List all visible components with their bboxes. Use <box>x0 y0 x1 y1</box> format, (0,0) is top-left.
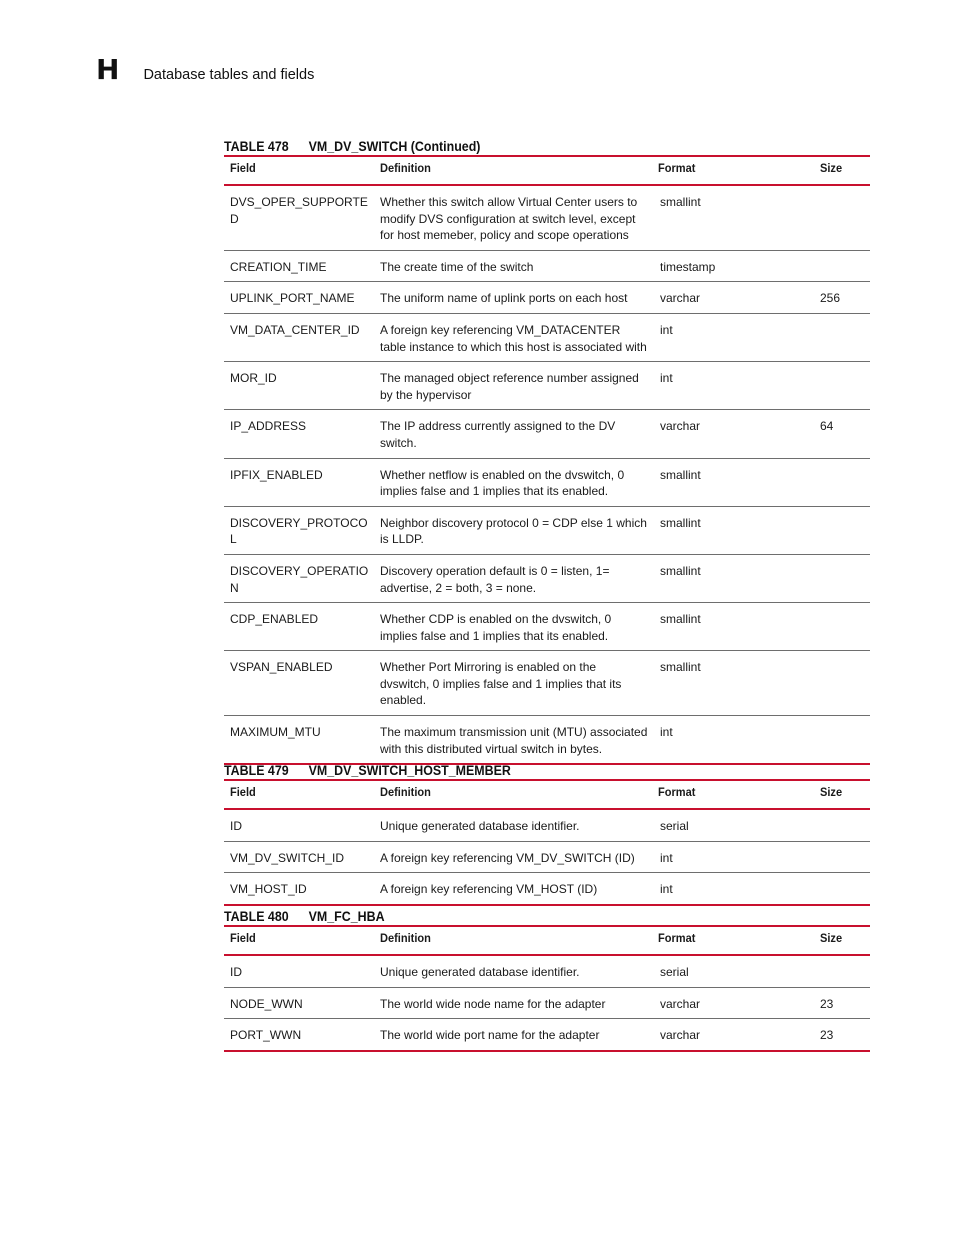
data-table <box>224 779 870 906</box>
definition-cell: The world wide port name for the adapter <box>380 1028 600 1043</box>
table-number: TABLE 480 <box>224 909 289 924</box>
table-row <box>224 282 870 314</box>
size-cell <box>814 955 870 987</box>
column-header-label: Definition <box>380 161 431 175</box>
table-row <box>224 362 870 410</box>
size-cell <box>814 250 870 282</box>
format-cell: int <box>652 841 814 873</box>
size-cell <box>814 362 870 410</box>
column-header-label: Size <box>820 161 843 175</box>
size-cell <box>814 603 870 651</box>
column-header-label: Format <box>658 931 696 945</box>
column-header <box>224 780 374 809</box>
definition-cell: Whether Port Mirroring is enabled on the dvswitch, 0 implies false and 1 implies that its enabled. <box>374 651 652 716</box>
table-name: VM_DV_SWITCH (Continued) <box>308 139 481 154</box>
definition-cell: Unique generated database identifier. <box>374 809 652 841</box>
definition-cell: A foreign key referencing VM_HOST (ID) <box>380 882 598 897</box>
page-header <box>96 53 315 86</box>
size-cell <box>814 554 870 602</box>
table-row <box>224 809 870 841</box>
field-cell: DISCOVERY_OPERATION <box>224 554 374 602</box>
size-cell: 23 <box>814 987 870 1019</box>
format-cell: varchar <box>652 987 814 1019</box>
definition-cell: The create time of the switch <box>374 250 652 282</box>
field-cell: VM_DV_SWITCH_ID <box>224 841 374 873</box>
table-row <box>224 873 870 905</box>
format-cell: smallint <box>652 506 814 554</box>
definition-cell: A foreign key referencing VM_DV_SWITCH (ID) <box>374 841 652 873</box>
column-header <box>652 780 814 809</box>
table-478-block <box>224 132 870 765</box>
chapter-letter: H <box>96 53 120 86</box>
size-cell <box>814 651 870 716</box>
table-479-block <box>224 756 870 906</box>
table-row <box>224 250 870 282</box>
table-row <box>224 554 870 602</box>
column-header <box>814 156 870 185</box>
field-cell: ID <box>224 955 374 987</box>
table-row <box>224 841 870 873</box>
definition-cell: The IP address currently assigned to the DV switch. <box>374 410 652 458</box>
size-cell: 256 <box>814 282 870 314</box>
size-cell <box>814 506 870 554</box>
definition-cell: A foreign key referencing VM_DATACENTER table instance to which this host is associated with <box>374 313 652 361</box>
format-cell: smallint <box>652 554 814 602</box>
format-cell: smallint <box>652 603 814 651</box>
format-cell: varchar <box>652 410 814 458</box>
table-name: VM_FC_HBA <box>308 909 385 924</box>
column-header <box>224 926 374 955</box>
size-cell <box>814 841 870 873</box>
field-cell: VM_DATA_CENTER_ID <box>224 313 374 361</box>
field-cell: IP_ADDRESS <box>224 410 374 458</box>
format-cell: varchar <box>660 1028 701 1043</box>
table-number: TABLE 478 <box>224 139 289 154</box>
column-header <box>224 156 374 185</box>
field-cell: IPFIX_ENABLED <box>224 458 374 506</box>
column-header-label: Format <box>658 161 696 175</box>
table-caption <box>224 902 818 925</box>
table-row <box>224 955 870 987</box>
table-480-block <box>224 902 870 1052</box>
table-caption <box>224 132 818 155</box>
header-row <box>224 926 870 955</box>
size-cell: 23 <box>820 1028 834 1043</box>
format-cell: int <box>652 362 814 410</box>
field-cell: VSPAN_ENABLED <box>224 651 374 716</box>
column-header-label: Size <box>820 931 843 945</box>
field-cell: DISCOVERY_PROTOCOL <box>224 506 374 554</box>
table-row <box>224 1019 870 1051</box>
table-row <box>224 410 870 458</box>
definition-cell: Whether this switch allow Virtual Center users to modify DVS configuration at switch level, except for host memeber, policy and scope operations <box>374 185 652 250</box>
field-cell: ID <box>224 809 374 841</box>
header-row <box>224 780 870 809</box>
definition-cell: Unique generated database identifier. <box>374 955 652 987</box>
column-header-label: Size <box>820 785 843 799</box>
format-cell: serial <box>652 809 814 841</box>
size-cell <box>814 185 870 250</box>
field-cell: VM_HOST_ID <box>230 882 307 897</box>
column-header <box>652 156 814 185</box>
definition-cell: Whether CDP is enabled on the dvswitch, 0 implies false and 1 implies that its enabled. <box>374 603 652 651</box>
table-caption <box>224 756 818 779</box>
column-header <box>374 926 652 955</box>
size-cell <box>814 809 870 841</box>
data-table <box>224 155 870 765</box>
definition-cell: The world wide node name for the adapter <box>374 987 652 1019</box>
field-cell: CREATION_TIME <box>224 250 374 282</box>
format-cell: int <box>660 725 673 740</box>
definition-cell: Discovery operation default is 0 = listen, 1= advertise, 2 = both, 3 = none. <box>374 554 652 602</box>
field-cell: PORT_WWN <box>230 1028 302 1043</box>
size-cell <box>814 873 870 905</box>
column-header-label: Format <box>658 785 696 799</box>
format-cell: smallint <box>652 651 814 716</box>
size-cell <box>814 313 870 361</box>
table-row <box>224 313 870 361</box>
field-cell: NODE_WWN <box>224 987 374 1019</box>
definition-cell: The managed object reference number assigned by the hypervisor <box>374 362 652 410</box>
field-cell: MAXIMUM_MTU <box>230 725 321 740</box>
definition-cell: The uniform name of uplink ports on each host <box>374 282 652 314</box>
definition-cell: The maximum transmission unit (MTU) associated with this distributed virtual switch in bytes. <box>380 725 648 756</box>
format-cell: varchar <box>652 282 814 314</box>
chapter-title: Database tables and fields <box>143 67 315 83</box>
column-header-label: Field <box>230 161 256 175</box>
column-header <box>652 926 814 955</box>
table-row <box>224 185 870 250</box>
format-cell: serial <box>652 955 814 987</box>
column-header-label: Field <box>230 785 256 799</box>
column-header <box>814 926 870 955</box>
table-name: VM_DV_SWITCH_HOST_MEMBER <box>308 763 511 778</box>
column-header <box>374 780 652 809</box>
table-row <box>224 603 870 651</box>
definition-cell: Neighbor discovery protocol 0 = CDP else 1 which is LLDP. <box>374 506 652 554</box>
table-row <box>224 458 870 506</box>
column-header-label: Field <box>230 931 256 945</box>
field-cell: CDP_ENABLED <box>224 603 374 651</box>
column-header-label: Definition <box>380 931 431 945</box>
size-cell: 64 <box>814 410 870 458</box>
definition-cell: Whether netflow is enabled on the dvswitch, 0 implies false and 1 implies that its enabled. <box>374 458 652 506</box>
column-header-label: Definition <box>380 785 431 799</box>
table-number: TABLE 479 <box>224 763 289 778</box>
format-cell: timestamp <box>652 250 814 282</box>
table-row <box>224 506 870 554</box>
table-row <box>224 651 870 716</box>
field-cell: MOR_ID <box>224 362 374 410</box>
format-cell: smallint <box>652 458 814 506</box>
format-cell: int <box>652 313 814 361</box>
format-cell: int <box>660 882 673 897</box>
format-cell: smallint <box>652 185 814 250</box>
column-header <box>814 780 870 809</box>
table-row <box>224 987 870 1019</box>
header-row <box>224 156 870 185</box>
field-cell: UPLINK_PORT_NAME <box>224 282 374 314</box>
size-cell <box>814 458 870 506</box>
column-header <box>374 156 652 185</box>
field-cell: DVS_OPER_SUPPORTED <box>224 185 374 250</box>
data-table <box>224 925 870 1052</box>
